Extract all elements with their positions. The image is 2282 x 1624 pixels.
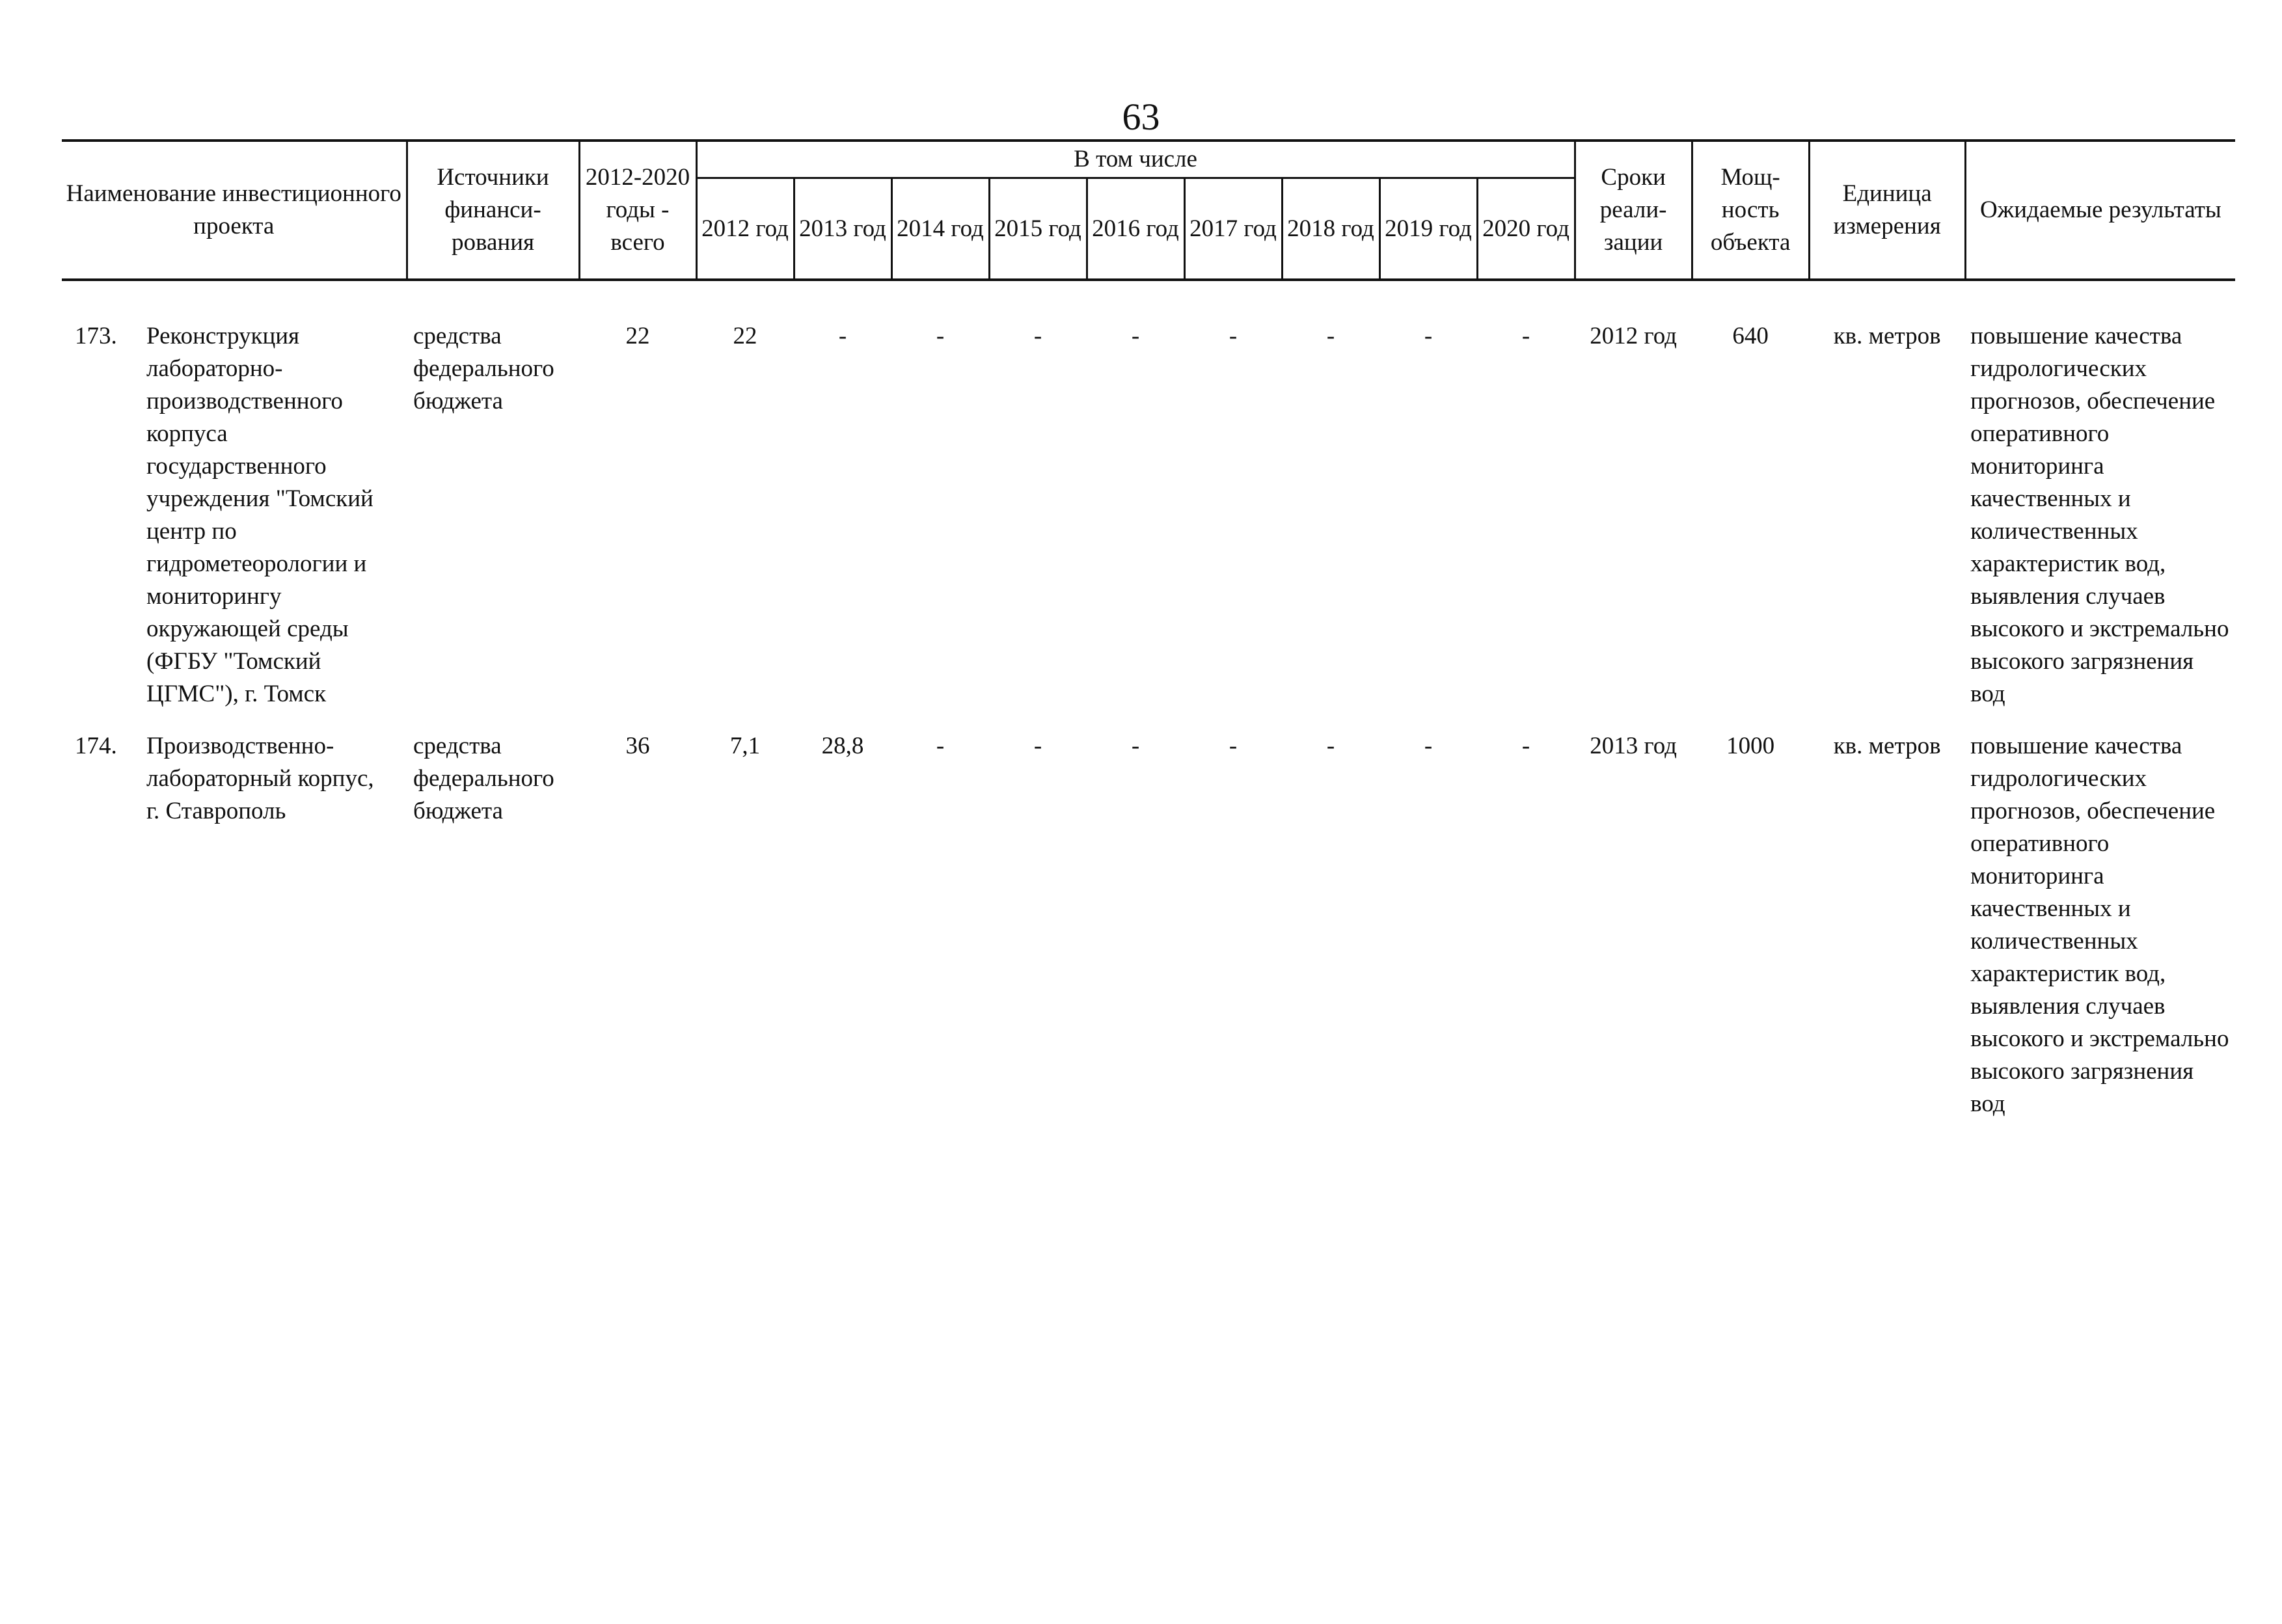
table-row [62, 730, 2235, 1140]
header-funding-source: Источники финанси-рования [407, 141, 579, 280]
header-year-2018: 2018 год [1282, 178, 1379, 280]
header-year-2016: 2016 год [1087, 178, 1184, 280]
header-gap [62, 280, 2235, 320]
implementation-term: 2013 год [1590, 733, 1677, 759]
object-capacity: 640 [1732, 323, 1769, 349]
year-value-2016: - [1131, 323, 1140, 349]
year-value-2016: - [1131, 733, 1140, 759]
row-number: 173. [75, 323, 117, 349]
year-value-2020: - [1521, 323, 1530, 349]
year-value-2020: - [1521, 733, 1530, 759]
project-name: Реконструкция лабораторно-производственного корпуса государственного учреждения "Томский центр по гидрометеорологии и мониторингу окружающей среды (ФГБУ "Томский ЦГМС"), г. Томск [146, 323, 374, 707]
total-value: 22 [625, 323, 650, 349]
object-capacity: 1000 [1726, 733, 1775, 759]
expected-results: повышение качества гидрологических прогнозов, обеспечение оперативного мониторинга качественных и количественных характеристик вод, выявления случаев высокого и экстремально высокого загрязнения вод [1970, 323, 2229, 707]
header-year-2020: 2020 год [1477, 178, 1575, 280]
project-name-cell [62, 730, 407, 1140]
year-value-2019: - [1424, 323, 1433, 349]
header-year-2012: 2012 год [696, 178, 794, 280]
header-expected-results: Ожидаемые результаты [1965, 141, 2235, 280]
year-value-2014: - [936, 323, 945, 349]
header-capacity: Мощ-ность объекта [1692, 141, 1809, 280]
header-unit: Единица измерения [1809, 141, 1965, 280]
funding-source: средства федерального бюджета [413, 733, 554, 824]
header-year-2017: 2017 год [1184, 178, 1282, 280]
year-value-2017: - [1229, 733, 1238, 759]
year-value-2012: 22 [733, 323, 757, 349]
year-value-2017: - [1229, 323, 1238, 349]
project-name: Производственно-лабораторный корпус, г. Ставрополь [146, 733, 374, 824]
year-value-2012: 7,1 [729, 733, 761, 759]
row-number: 174. [75, 733, 117, 759]
investment-projects-table [62, 139, 2235, 1140]
year-value-2018: - [1326, 733, 1335, 759]
header-year-2014: 2014 год [891, 178, 989, 280]
header-term: Сроки реали-зации [1575, 141, 1692, 280]
header-year-2013: 2013 год [794, 178, 891, 280]
header-total: 2012-2020 годы - всего [579, 141, 696, 280]
funding-source: средства федерального бюджета [413, 323, 554, 414]
year-value-2014: - [936, 733, 945, 759]
year-value-2015: - [1033, 733, 1042, 759]
page-number: 63 [1122, 96, 1160, 138]
year-value-2018: - [1326, 323, 1335, 349]
table-row [62, 320, 2235, 730]
header-year-2019: 2019 год [1379, 178, 1477, 280]
year-value-2013: 28,8 [821, 733, 864, 759]
measurement-unit: кв. метров [1833, 323, 1941, 349]
year-value-2013: - [838, 323, 847, 349]
expected-results: повышение качества гидрологических прогнозов, обеспечение оперативного мониторинга качественных и количественных характеристик вод, выявления случаев высокого и экстремально высокого загрязнения вод [1970, 733, 2229, 1117]
project-name-cell [62, 320, 407, 730]
total-value: 36 [625, 733, 650, 759]
header-including: В том числе [696, 141, 1575, 178]
implementation-term: 2012 год [1590, 323, 1677, 349]
measurement-unit: кв. метров [1833, 733, 1941, 759]
year-value-2019: - [1424, 733, 1433, 759]
year-value-2015: - [1033, 323, 1042, 349]
header-year-2015: 2015 год [989, 178, 1087, 280]
header-project-name: Наименование инвестиционного проекта [62, 141, 407, 280]
